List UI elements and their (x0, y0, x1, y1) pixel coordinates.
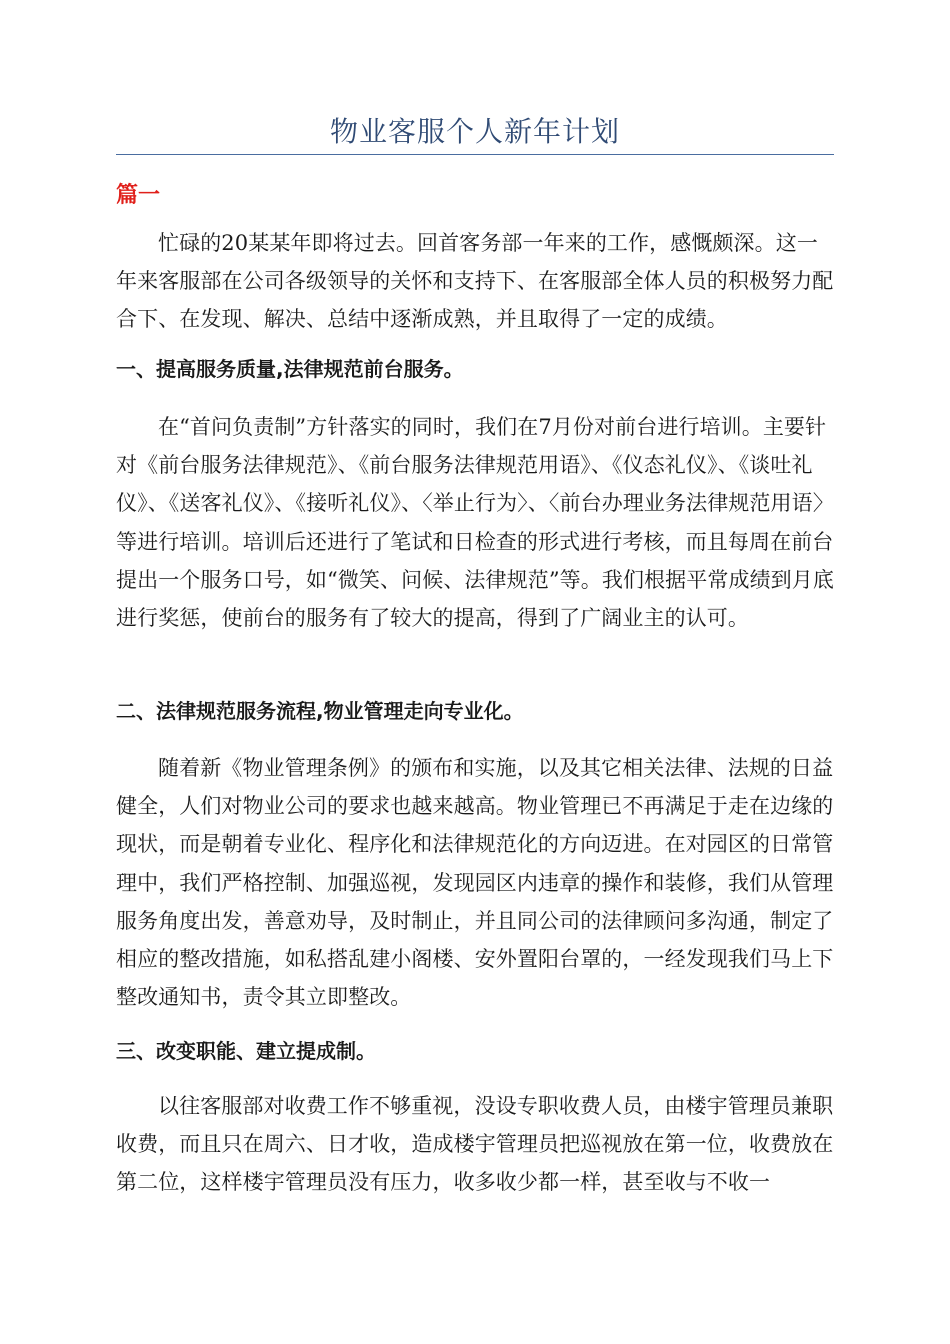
heading-1: 一、提高服务质量,法律规范前台服务。 (116, 357, 464, 381)
heading-3: 三、改变职能、建立提成制。 (116, 1039, 376, 1063)
paragraph-1: 在“首问负责制”方针落实的同时，我们在7月份对前台进行培训。主要针对《前台服务法律规范》、《前台服务法律规范用语》、《仪态礼仪》、《谈吐礼仪》、《送客礼仪》、《接听礼仪》、〈举止行为〉、〈前台办理业务法律规范用语〉等进行培训。培训后还进行了笔试和日检查的形式进行考核，而且每周在前台提出一个服务口号，如“微笑、问候、法律规范”等。我们根据平常成绩到月底进行奖惩，使前台的服务有了较大的提高，得到了广阔业主的认可。 (116, 415, 834, 631)
document-title: 物业客服个人新年计划 (329, 115, 620, 148)
paragraph-intro: 忙碌的20某某年即将过去。回首客务部一年来的工作，感慨颇深。这一年来客服部在公司各级领导的关怀和支持下、在客服部全体人员的积极努力配合下、在发现、解决、总结中逐渐成熟，并且取得了一定的成绩。 (116, 231, 834, 332)
heading-2: 二、法律规范服务流程,物业管理走向专业化。 (116, 699, 524, 723)
section-label: 篇一 (116, 182, 161, 208)
paragraph-2: 随着新《物业管理条例》的颁布和实施，以及其它相关法律、法规的日益健全，人们对物业公司的要求也越来越高。物业管理已不再满足于走在边缘的现状，而是朝着专业化、程序化和法律规范化的方向迈进。在对园区的日常管理中，我们严格控制、加强巡视，发现园区内违章的操作和装修，我们从管理服务角度出发，善意劝导，及时制止，并且同公司的法律顾问多沟通，制定了相应的整改措施，如私搭乱建小阁楼、安外置阳台罩的，一经发现我们马上下整改通知书，责令其立即整改。 (116, 756, 834, 1010)
paragraph-3: 以往客服部对收费工作不够重视，没设专职收费人员，由楼宇管理员兼职收费，而且只在周六、日才收，造成楼宇管理员把巡视放在第一位，收费放在第二位，这样楼宇管理员没有压力，收多收少都一样，甚至收与不收一 (116, 1094, 834, 1195)
title-underline (116, 154, 834, 155)
